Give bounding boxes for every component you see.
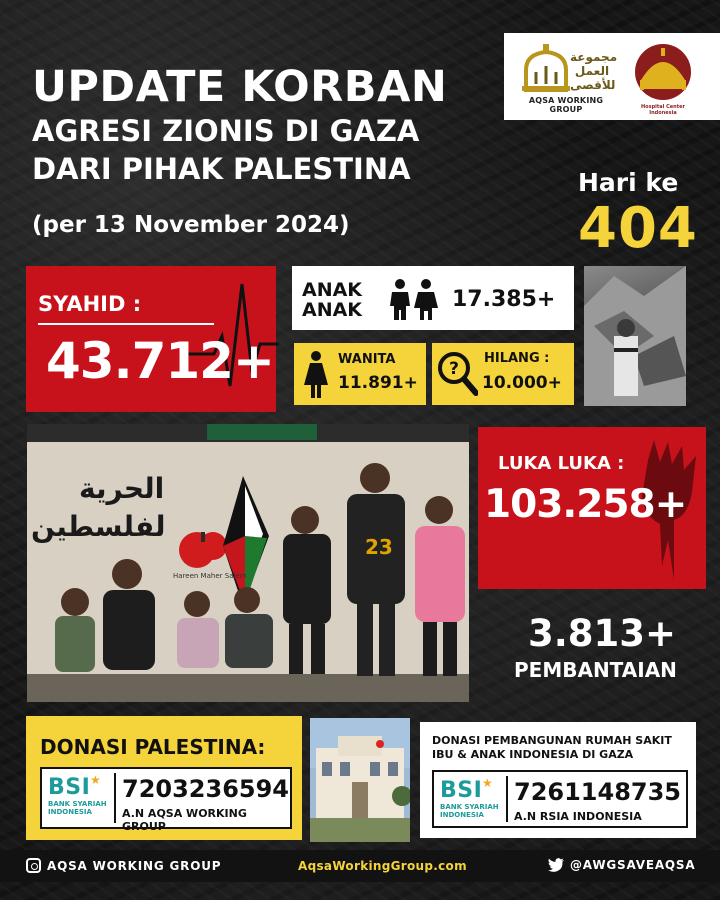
awg-arabic-wordmark: مجموعة العمل للأقصى bbox=[570, 50, 618, 92]
bsi-full-line2: INDONESIA bbox=[440, 811, 484, 819]
anak-label-line1: ANAK bbox=[302, 279, 363, 301]
twitter-handle: @AWGSAVEAQSA bbox=[570, 858, 696, 872]
anak-count: 17.385+ bbox=[452, 287, 556, 312]
headline-line3: DARI PIHAK PALESTINA bbox=[32, 152, 411, 186]
children-banner-photo bbox=[27, 424, 469, 702]
day-counter-label: Hari ke bbox=[578, 168, 679, 197]
instagram-icon bbox=[26, 858, 41, 873]
rubble-photo bbox=[584, 266, 686, 406]
account-name: A.N RSIA INDONESIA bbox=[514, 810, 642, 823]
luka-count: 103.258+ bbox=[484, 482, 687, 527]
banner-arabic-line2: لفلسطين bbox=[31, 510, 166, 543]
syahid-label: SYAHID : bbox=[38, 292, 142, 316]
bsi-full-line2: INDONESIA bbox=[48, 808, 92, 816]
syahid-divider bbox=[38, 323, 214, 325]
awg-english-wordmark: AQSA WORKING GROUP bbox=[528, 96, 604, 114]
pembantaian-label: PEMBANTAIAN bbox=[514, 658, 677, 682]
aqsa-working-group-logo bbox=[512, 40, 616, 112]
svg-text:?: ? bbox=[449, 359, 459, 379]
donation-rsia-title-line1: DONASI PEMBANGUNAN RUMAH SAKIT bbox=[432, 734, 672, 747]
hospital-photo bbox=[310, 718, 410, 842]
donation-rsia-account bbox=[432, 770, 688, 828]
footer-website-link[interactable]: AqsaWorkingGroup.com bbox=[298, 859, 467, 873]
bsi-logo bbox=[48, 775, 112, 816]
headline-line1: UPDATE KORBAN bbox=[32, 62, 448, 112]
hilang-count: 10.000+ bbox=[482, 373, 562, 393]
headline-line2: AGRESI ZIONIS DI GAZA bbox=[32, 114, 420, 148]
anak-label bbox=[302, 280, 362, 320]
account-number: 7203236594 bbox=[122, 775, 289, 803]
anak-label-line2: ANAK bbox=[302, 299, 363, 321]
instagram-handle: AQSA WORKING GROUP bbox=[47, 858, 222, 873]
syahid-count: 43.712+ bbox=[46, 332, 274, 390]
donation-palestina-title: DONASI PALESTINA: bbox=[40, 735, 266, 759]
account-name: A.N AQSA WORKING GROUP bbox=[122, 807, 247, 833]
donation-palestina-account bbox=[40, 767, 292, 833]
rsia-caption: Hospital Center Indonesia bbox=[641, 104, 685, 116]
dome-of-rock-icon bbox=[628, 40, 698, 112]
report-date: (per 13 November 2024) bbox=[32, 212, 350, 238]
luka-label: LUKA LUKA : bbox=[498, 453, 625, 474]
footer-instagram[interactable] bbox=[26, 858, 221, 873]
footer-twitter[interactable] bbox=[548, 858, 695, 872]
hilang-label: HILANG : bbox=[484, 351, 550, 366]
magnifier-question-icon bbox=[436, 350, 478, 396]
day-counter-value: 404 bbox=[578, 196, 698, 261]
wanita-count: 11.891+ bbox=[338, 373, 418, 393]
shirt-number: 23 bbox=[365, 535, 393, 559]
star-icon: ★ bbox=[90, 773, 101, 787]
account-divider bbox=[506, 776, 508, 822]
mosque-dome-icon bbox=[520, 44, 572, 92]
star-icon: ★ bbox=[482, 776, 493, 790]
twitter-icon bbox=[548, 858, 564, 872]
headline bbox=[32, 62, 447, 188]
wanita-label: WANITA bbox=[338, 352, 396, 367]
children-icon bbox=[386, 278, 440, 320]
bsi-full-line1: BANK SYARIAH bbox=[440, 803, 499, 811]
bsi-wordmark: BSI bbox=[48, 775, 91, 800]
bsi-wordmark: BSI bbox=[440, 778, 483, 803]
bsi-full-line1: BANK SYARIAH bbox=[48, 800, 107, 808]
pembantaian-count: 3.813+ bbox=[528, 612, 677, 655]
bsi-logo bbox=[440, 778, 504, 819]
rsia-logo bbox=[628, 40, 698, 112]
woman-icon bbox=[302, 350, 330, 398]
banner-credit: Hareen Maher Salem bbox=[173, 572, 247, 580]
banner-arabic-line1: الحرية bbox=[79, 472, 165, 505]
donation-rsia-title-line2: IBU & ANAK INDONESIA DI GAZA bbox=[432, 748, 634, 761]
donation-rsia-title bbox=[432, 734, 672, 762]
account-number: 7261148735 bbox=[514, 778, 681, 806]
account-divider bbox=[114, 773, 116, 823]
